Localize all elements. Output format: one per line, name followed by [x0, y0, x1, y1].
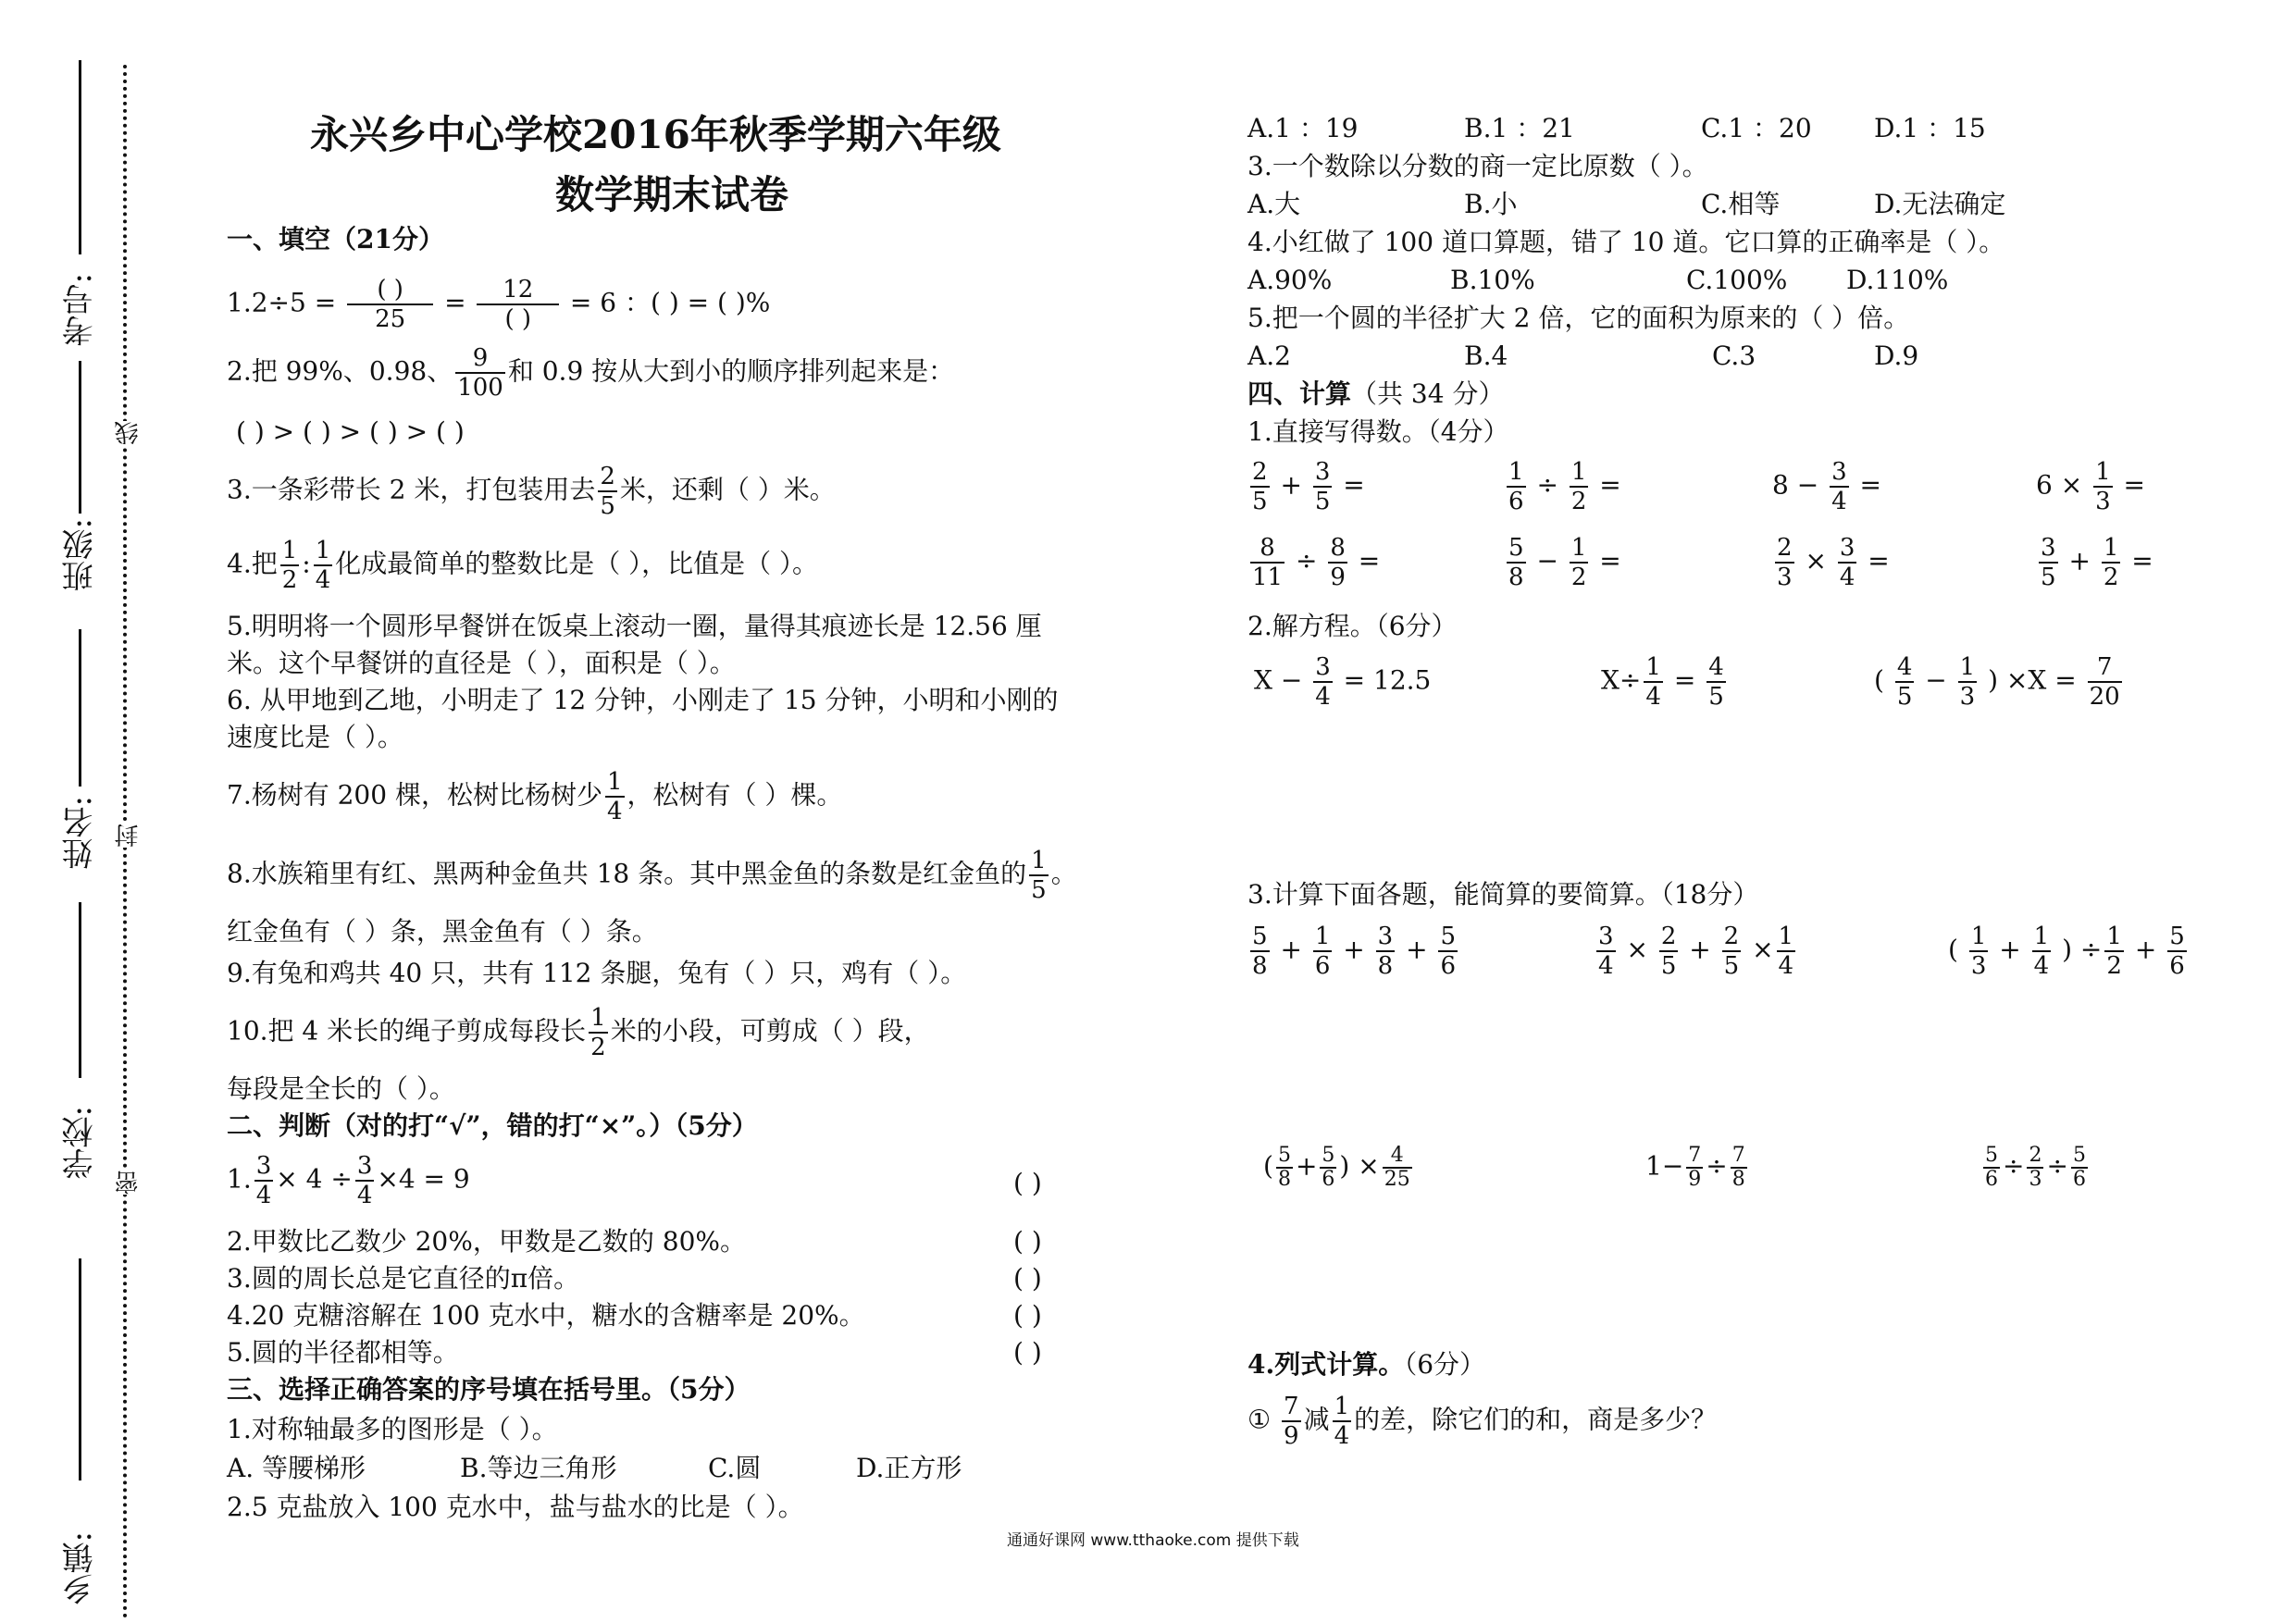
simplify-expr: $\frac{5}{6}$ ÷ $\frac{2}{3}$ ÷ $\frac{5}{6}$	[1985, 1144, 2086, 1191]
question-1-7: 7.杨树有 200 棵，松树比杨树少 $\frac{1}{4}$ ，松树有（ ）棵。	[227, 768, 843, 825]
equation: ( $\frac{4}{5}$ − $\frac{1}{3}$ ) ×X = $\frac{7}{20}$	[1874, 653, 2120, 711]
choice-option: B.4	[1464, 341, 1508, 371]
judge-answer-box[interactable]: ( )	[1013, 1300, 1042, 1331]
choice-option: D.9	[1874, 341, 1919, 371]
binding-line	[79, 1258, 81, 1481]
calc-expr: $\frac{2}{5}$ + $\frac{3}{5}$ =	[1252, 458, 1365, 515]
choice-option: D.无法确定	[1874, 189, 2006, 219]
choice-option: D.正方形	[856, 1453, 962, 1483]
fraction: $\frac{12}{( )}$	[477, 276, 559, 333]
simplify-expr: $\frac{3}{4}$ × $\frac{2}{5}$ + $\frac{2}{5}$ × $\frac{1}{4}$	[1598, 923, 1794, 980]
fraction: $\frac{1}{2}$	[590, 1004, 606, 1061]
choice-question-3: 3.一个数除以分数的商一定比原数（ ）。	[1247, 151, 1708, 181]
choice-option: A.大	[1247, 189, 1301, 219]
choice-option: A.2	[1247, 341, 1291, 371]
cut-mark-line: 线	[111, 421, 145, 445]
fraction: $\frac{1}{4}$	[606, 768, 623, 825]
binding-line	[79, 629, 81, 787]
judge-answer-box[interactable]: ( )	[1013, 1337, 1042, 1368]
fraction: $\frac{1}{5}$	[1031, 847, 1047, 904]
page-title: 永兴乡中心学校2016年秋季学期六年级	[310, 112, 1001, 157]
calc-expr: $\frac{8}{11}$ ÷ $\frac{8}{9}$ =	[1252, 534, 1381, 591]
town-label: 乡镇:	[62, 1531, 99, 1605]
word-problem: ① $\frac{7}{9}$ 减 $\frac{1}{4}$ 的差，除它们的和，商是多少？	[1247, 1393, 1718, 1450]
question-1-2: 2.把 99%、0.98、 $\frac{9}{100}$ 和 0.9 按从大到小的顺序排列起来是：	[227, 344, 955, 402]
question-1-3: 3.一条彩带长 2 米，打包装用去 $\frac{2}{5}$ 米，还剩（ ）米。	[227, 463, 836, 520]
equation: X÷ $\frac{1}{4}$ = $\frac{4}{5}$	[1601, 653, 1724, 711]
cut-mark-secret: 密	[111, 1171, 145, 1195]
name-label: 姓名:	[62, 796, 99, 870]
question-1-5-line2: 米。这个早餐饼的直径是（ ），面积是（ ）。	[227, 648, 736, 678]
question-1-8: 8.水族箱里有红、黑两种金鱼共 18 条。其中黑金鱼的条数是红金鱼的 $\frac{1}{5}$ 。	[227, 847, 1077, 904]
class-label: 班级:	[62, 518, 99, 592]
calc-expr: $\frac{5}{8}$ − $\frac{1}{2}$ =	[1508, 534, 1621, 591]
judge-answer-box[interactable]: ( )	[1013, 1226, 1042, 1257]
calc-expr: 6 × $\frac{1}{3}$ =	[2036, 458, 2145, 515]
question-1-10-line2: 每段是全长的（ ）。	[227, 1073, 455, 1104]
choice-question-4: 4.小红做了 100 道口算题，错了 10 道。它口算的正确率是（ ）。	[1247, 227, 2005, 257]
calc-sub-4: 4.列式计算。（6分）	[1247, 1349, 1486, 1380]
section-3-heading: 三、选择正确答案的序号填在括号里。（5分）	[227, 1374, 751, 1405]
question-1-4: 4.把 $\frac{1}{2}$ : $\frac{1}{4}$ 化成最简单的整数比是（ ），比值是（ ）。	[227, 537, 819, 594]
choice-option: A. 等腰梯形	[227, 1453, 366, 1483]
calc-sub-1: 1.直接写得数。（4分）	[1247, 416, 1509, 447]
simplify-expr: ( $\frac{5}{8}$ + $\frac{5}{6}$ ) × $\frac{4}{25}$	[1263, 1144, 1410, 1191]
simplify-expr: $\frac{5}{8}$ + $\frac{1}{6}$ + $\frac{3}{8}$ + $\frac{5}{6}$	[1252, 923, 1456, 980]
choice-question-5: 5.把一个圆的半径扩大 2 倍，它的面积为原来的（ ）倍。	[1247, 303, 1910, 333]
question-1-10: 10.把 4 米长的绳子剪成每段长 $\frac{1}{2}$ 米的小段，可剪成（ ）段，	[227, 1004, 930, 1061]
choice-option: A.1 ：19	[1247, 113, 1359, 143]
choice-option: C.100%	[1686, 265, 1788, 295]
judge-question-3: 3.圆的周长总是它直径的π倍。	[227, 1263, 580, 1294]
question-1-8-line2: 红金鱼有（ ）条，黑金鱼有（ ）条。	[227, 916, 658, 947]
fraction: $\frac{9}{100}$	[457, 344, 503, 402]
calc-expr: $\frac{2}{3}$ × $\frac{3}{4}$ =	[1777, 534, 1890, 591]
footer-source: 通通好课网 www.tthaoke.com 提供下载	[1007, 1531, 1299, 1550]
section-2-heading: 二、判断（对的打“√”，错的打“×”。）（5分）	[227, 1110, 758, 1141]
fraction: $\frac{1}{2}$	[281, 537, 298, 594]
binding-line	[79, 60, 81, 254]
choice-option: C.1 ：20	[1701, 113, 1812, 143]
question-1-5-line1: 5.明明将一个圆形早餐饼在饭桌上滚动一圈，量得其痕迹长是 12.56 厘	[227, 611, 1042, 641]
question-1-1: 1.2÷5 = $\frac{( )}{25}$ = $\frac{12}{( )}$ = 6 ：( ) = ( )%	[227, 276, 771, 333]
judge-answer-box[interactable]: ( )	[1013, 1168, 1042, 1198]
judge-question-1: 1. $\frac{3}{4}$ × 4 ÷ $\frac{3}{4}$ ×4 = 9	[227, 1152, 470, 1209]
choice-option: D.1 ：15	[1874, 113, 1986, 143]
judge-question-5: 5.圆的半径都相等。	[227, 1337, 459, 1368]
school-label: 学校:	[62, 1106, 99, 1180]
choice-question-1: 1.对称轴最多的图形是（ ）。	[227, 1414, 558, 1444]
page-subtitle: 数学期末试卷	[555, 172, 789, 217]
calc-sub-3: 3.计算下面各题，能简算的要简算。（18分）	[1247, 879, 1759, 910]
simplify-expr: ( $\frac{1}{3}$ + $\frac{1}{4}$ ) ÷ $\frac{1}{2}$ + $\frac{5}{6}$	[1948, 923, 2185, 980]
judge-answer-box[interactable]: ( )	[1013, 1263, 1042, 1294]
question-1-2-blanks: ( ) > ( ) > ( ) > ( )	[236, 416, 465, 447]
simplify-expr: 1− $\frac{7}{9}$ ÷ $\frac{7}{8}$	[1645, 1144, 1745, 1191]
choice-option: C.3	[1712, 341, 1756, 371]
fraction: $\frac{1}{4}$	[315, 537, 331, 594]
cut-mark-seal: 封	[111, 824, 145, 848]
calc-expr: 8 − $\frac{3}{4}$ =	[1772, 458, 1881, 515]
equation: X − $\frac{3}{4}$ = 12.5	[1254, 653, 1432, 711]
question-1-6-line1: 6. 从甲地到乙地，小明走了 12 分钟，小刚走了 15 分钟，小明和小刚的	[227, 685, 1059, 715]
choice-question-2: 2.5 克盐放入 100 克水中，盐与盐水的比是（ ）。	[227, 1492, 804, 1522]
section-1-heading: 一、填空（21分）	[227, 224, 444, 254]
choice-option: A.90%	[1247, 265, 1333, 295]
question-1-6-line2: 速度比是（ ）。	[227, 722, 403, 752]
calc-expr: $\frac{3}{5}$ + $\frac{1}{2}$ =	[2041, 534, 2153, 591]
fraction: $\frac{( )}{25}$	[347, 276, 433, 333]
question-1-9: 9.有兔和鸡共 40 只，共有 112 条腿，兔有（ ）只，鸡有（ ）。	[227, 958, 967, 988]
fraction: $\frac{3}{4}$	[356, 1152, 373, 1209]
choice-option: B.1 ：21	[1464, 113, 1575, 143]
choice-option: B.10%	[1450, 265, 1535, 295]
choice-option: B.小	[1464, 189, 1518, 219]
calc-sub-2: 2.解方程。（6分）	[1247, 611, 1458, 641]
judge-question-4: 4.20 克糖溶解在 100 克水中，糖水的含糖率是 20%。	[227, 1300, 865, 1331]
fraction: $\frac{3}{4}$	[255, 1152, 272, 1209]
binding-line	[79, 361, 81, 514]
judge-question-2: 2.甲数比乙数少 20%，甲数是乙数的 80%。	[227, 1226, 746, 1257]
calc-expr: $\frac{1}{6}$ ÷ $\frac{1}{2}$ =	[1508, 458, 1621, 515]
choice-option: B.等边三角形	[460, 1453, 617, 1483]
choice-option: D.110%	[1846, 265, 1949, 295]
fraction: $\frac{2}{5}$	[600, 463, 615, 520]
choice-option: C.圆	[708, 1453, 762, 1483]
exam-number-label: 考号:	[62, 273, 99, 347]
choice-option: C.相等	[1701, 189, 1781, 219]
section-4-heading: 四、计算（共 34 分）	[1247, 378, 1505, 409]
binding-line	[79, 902, 81, 1078]
